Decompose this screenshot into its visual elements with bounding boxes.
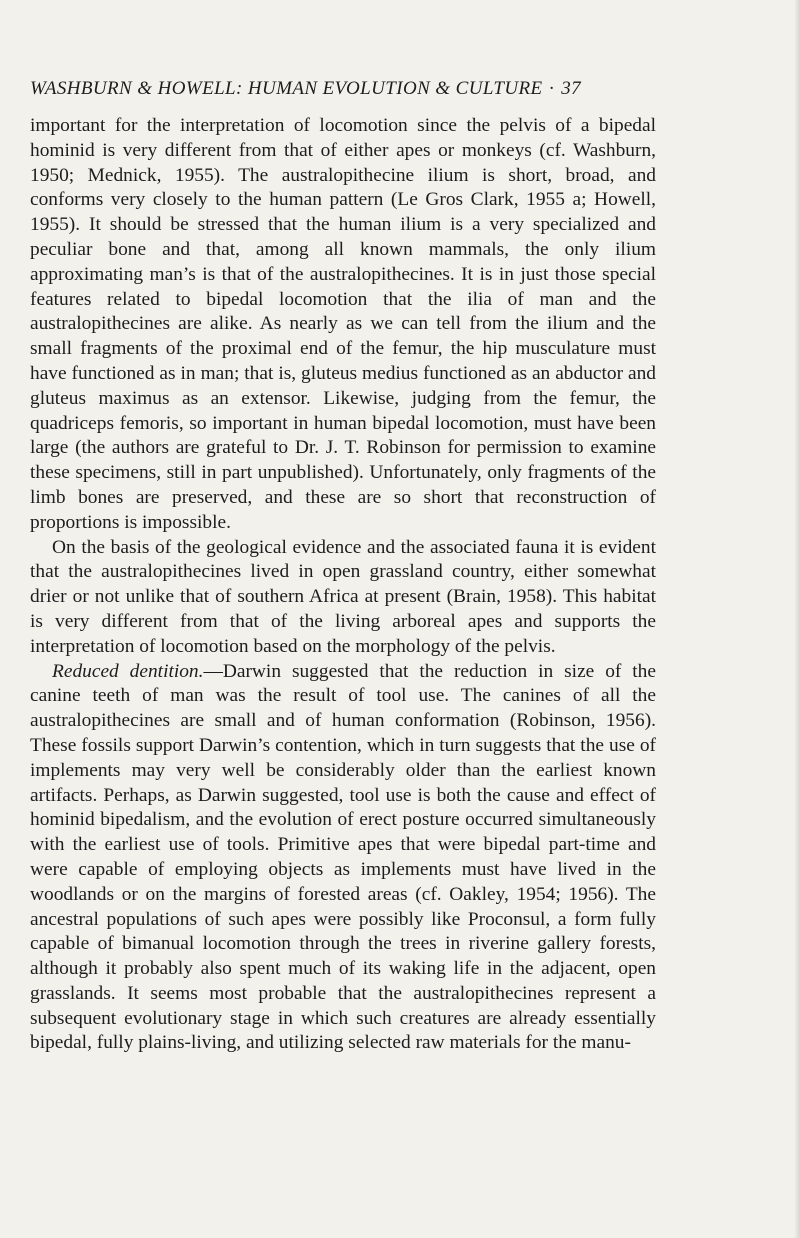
section-heading-reduced-dentition: Reduced dentition. xyxy=(52,660,204,682)
page-edge xyxy=(794,0,800,1238)
page-number: 37 xyxy=(561,78,582,99)
paragraph-2: On the basis of the geological evidence and the associated fauna it is evident that the australopithecines lived in open grassland country, either somewhat drier or not unlike that of southern Africa at present (Brain, 1958). This habitat is very different from that of the living arboreal apes and supports the interpretation of locomotion based on the morphology of the pelvis. xyxy=(30,536,656,657)
paragraph-1: important for the interpretation of locomotion since the pelvis of a bipedal hominid is very different from that of either apes or monkeys (cf. Washburn, 1950; Mednick, 1955). The australopithecine ilium is short, broad, and conforms very closely to the human pattern (Le Gros Clark, 1955 a; Howell, 1955). It should be stressed that the human ilium is a very specialized and peculiar bone and that, among all known mammals, the only ilium approximating man’s is that of the australopithecines. It is in just those special features related to bipedal locomotion that the ilia of man and the australopithecines are alike. As nearly as we can tell from the ilium and the small fragments of the proximal end of the femur, the hip musculature must have functioned as in man; that is, gluteus medius functioned as an abductor and gluteus maximus as an extensor. Likewise, judging from the femur, the quadriceps femoris, so important in human bipedal locomotion, must have been large (the authors are grateful to Dr. J. T. Robinson for permission to examine these specimens, still in part unpublished). Unfortunately, only fragments of the limb bones are preserved, and these are so short that reconstruction of proportions is impossible. xyxy=(30,115,656,533)
paragraph-3-text: —Darwin suggested that the reduction in size of the canine teeth of man was the result of tool use. The canines of all the australopithecines are small and of human conformation (Robinson, 1956). These fossils support Darwin’s contention, which in turn suggests that the use of implements may very well be considerably older than the earliest known artifacts. Perhaps, as Darwin suggested, tool use is both the cause and effect of hominid bipedalism, and the evolution of erect posture occurred simultaneously with the earliest use of tools. Primitive apes that were bipedal part-time and were capable of employing objects as implements must have lived in the woodlands or on the margins of forested areas (cf. Oakley, 1954; 1956). The ancestral populations of such apes were possibly like Proconsul, a form fully capable of bimanual locomotion through the trees in riverine gallery forests, although it probably also spent much of its waking life in the adjacent, open grasslands. It seems most probable that the australopithecines represent a subsequent evolutionary stage in which such creatures are already essentially bipedal, fully plains-living, and utilizing selected raw materials for the manu- xyxy=(30,660,656,1054)
body-text xyxy=(30,114,656,1056)
running-title: WASHBURN & HOWELL: HUMAN EVOLUTION & CULTURE xyxy=(30,78,543,99)
page xyxy=(30,78,656,1056)
header-separator: · xyxy=(548,78,556,99)
running-head xyxy=(30,78,656,100)
paragraph-3 xyxy=(30,660,656,1057)
